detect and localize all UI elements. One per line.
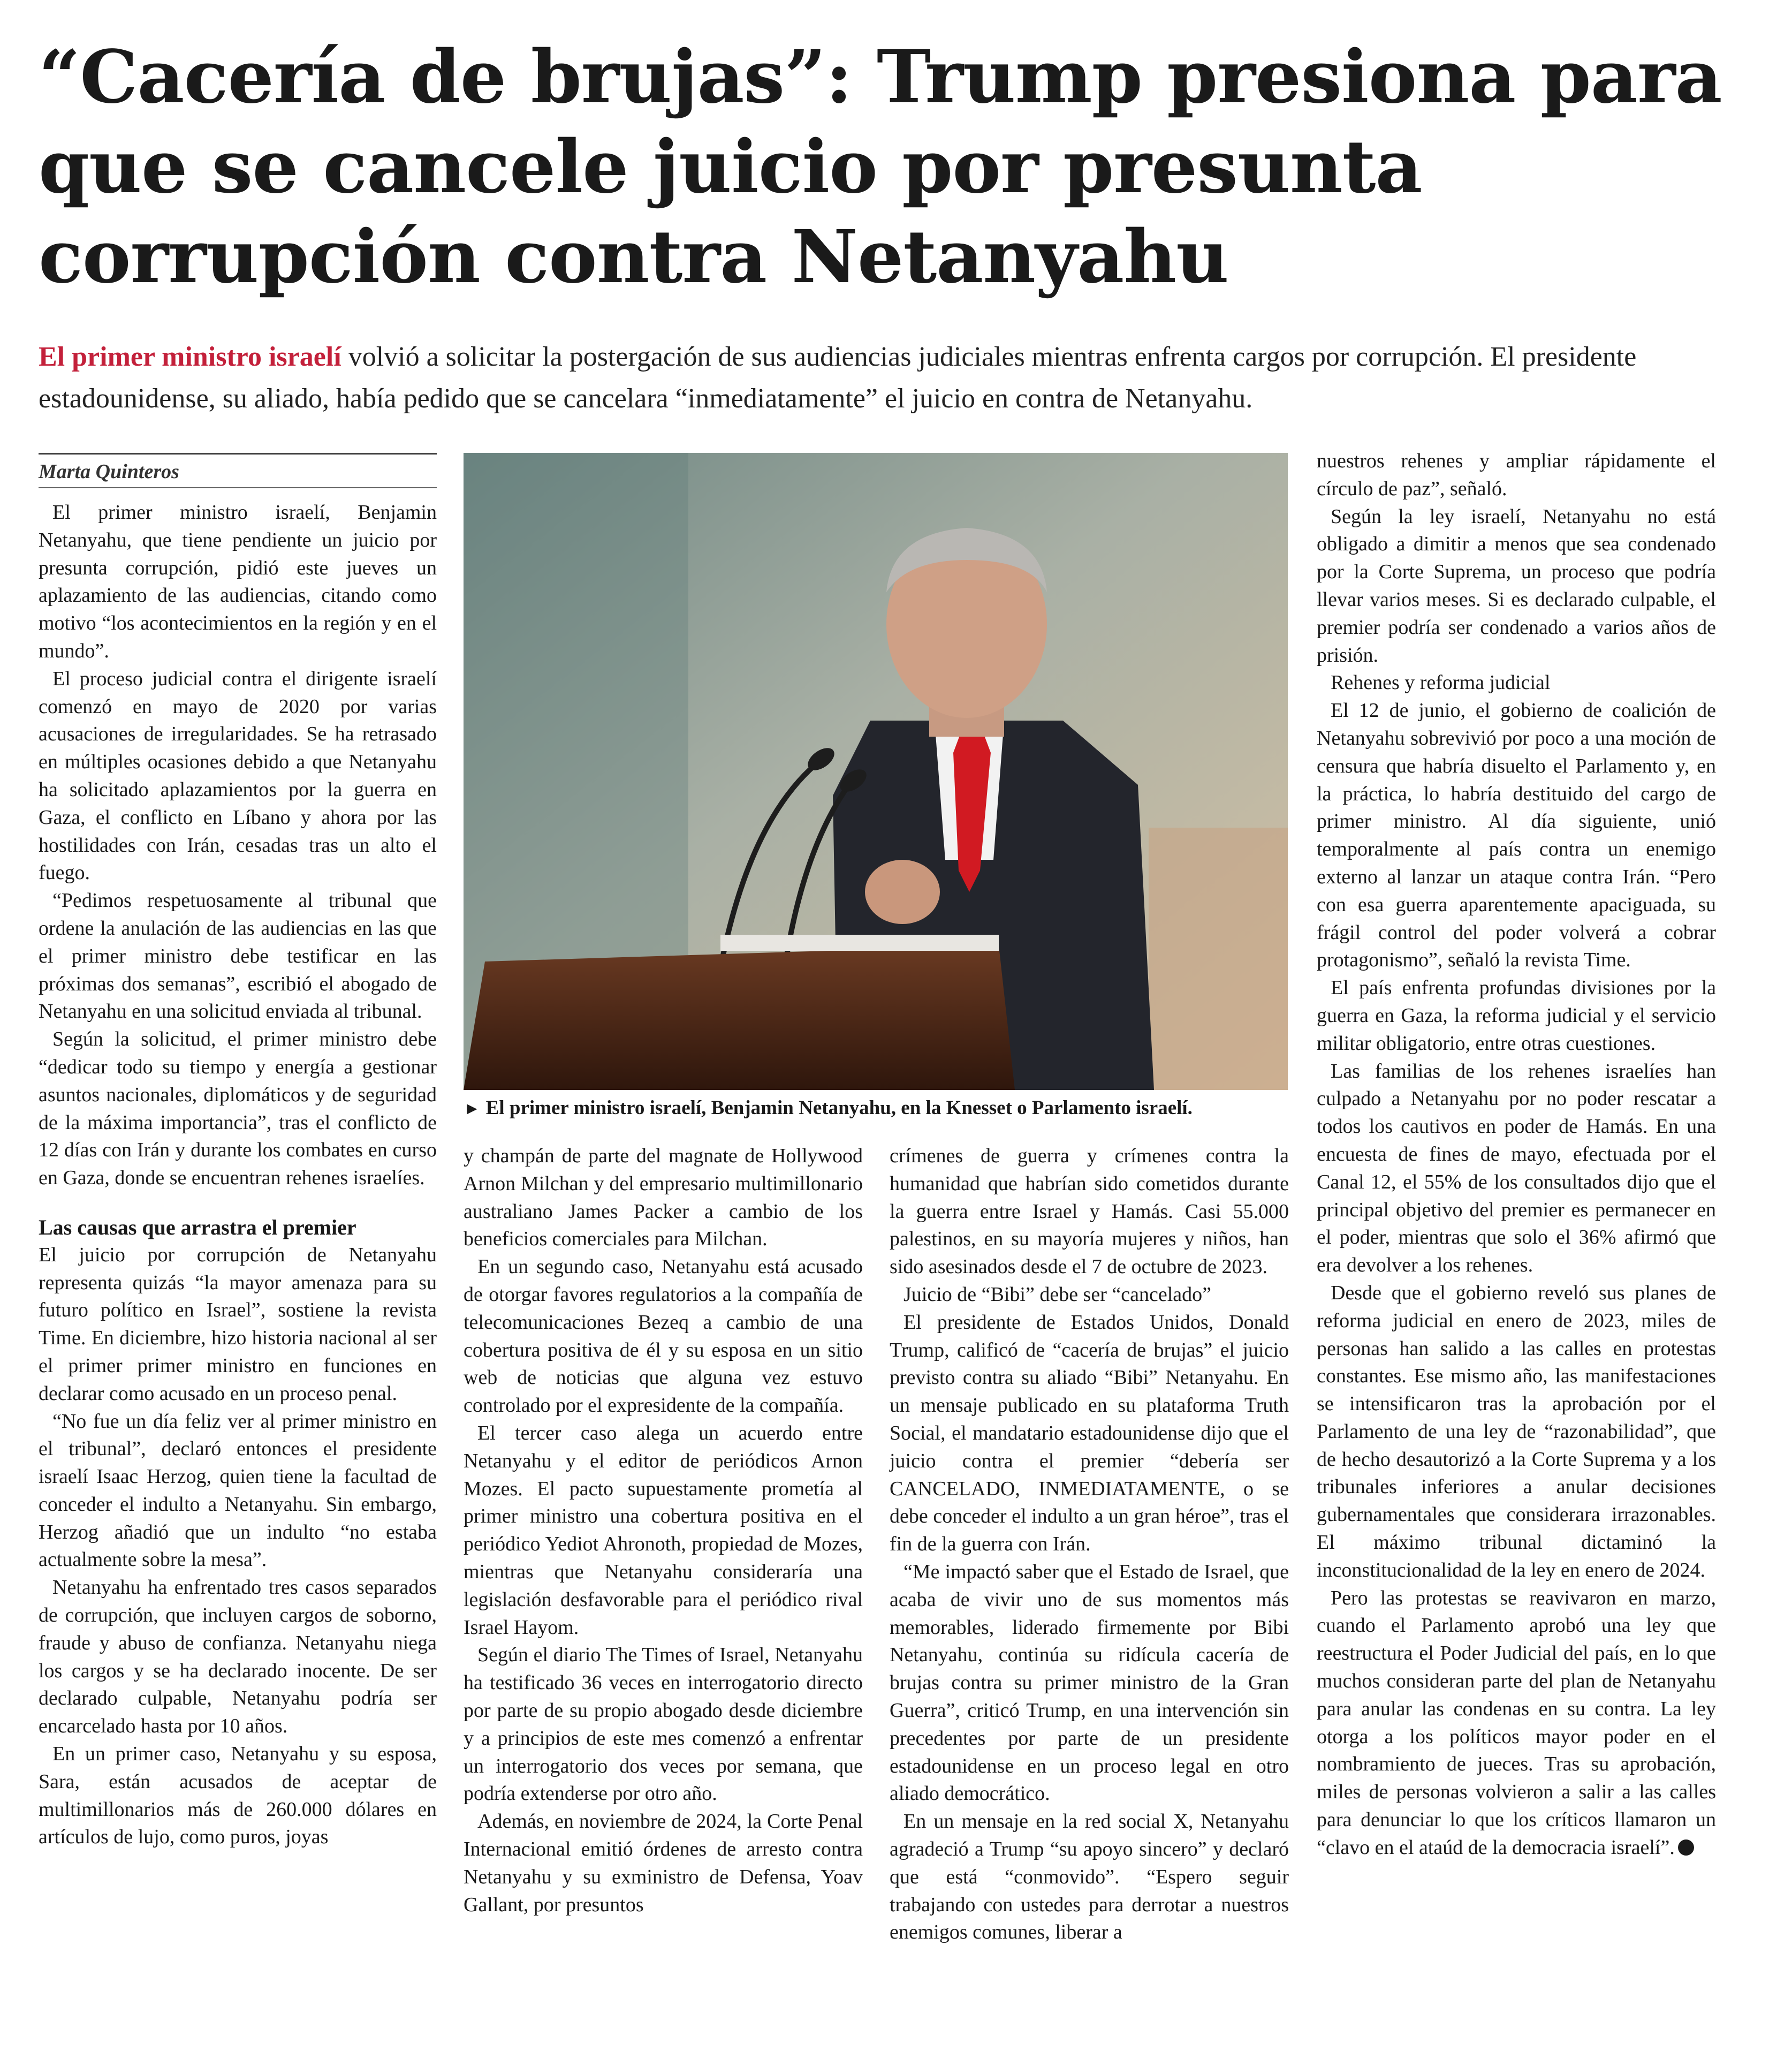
paragraph: Las familias de los rehenes israelíes han culpado a Netanyahu por no poder rescatar a todos los cautivos en poder de Hamás. En una encuesta de fines de mayo, efectuada por el Canal 12, el 55% de los consultados dijo que el principal objetivo del premier es permanecer en el poder, mientras que solo el 36% afirmó que era devolver a los rehenes. [1317,1059,1716,1277]
byline-rule-top [39,453,437,455]
paragraph: En un segundo caso, Netanyahu está acusado de otorgar favores regulatorios a la compañía de telecomunicaciones Bezeq a cambio de una cobertura positiva de él y su esposa en un sitio web de noticias que alguna vez estuvo controlado por el expresidente de la compañía. [464,1255,863,1417]
paragraph: El tercer caso alega un acuerdo entre Netanyahu y el editor de periódicos Arnon Mozes. El pacto supuestamente prometía al primer ministro una cobertura positiva en el periódico Yediot Ahronoth, propiedad de Mozes, mientras que Netanyahu consideraría una legislación desfavorable para el periódico rival Israel Hayom. [464,1421,863,1639]
subhead: Las causas que arrastra el premier [39,1215,356,1239]
photo-caption [464,1095,1288,1121]
headline: “Cacería de brujas”: Trump presiona para que se cancele juicio por presunta corrupción contra Netanyahu [39,34,1722,300]
inline-subhead: Rehenes y reforma judicial [1331,671,1551,694]
paragraph: nuestros rehenes y ampliar rápidamente el círculo de paz”, señaló. [1317,450,1716,500]
paragraph: Según la solicitud, el primer ministro debe “dedicar todo su tiempo y energía a gestionar asuntos nacionales, diplomáticos y de seguridad de la máxima importancia”, tras el conflicto de 12 días con Irán y durante los combates en curso en Gaza, donde se encuentran rehenes israelíes. [39,1028,437,1190]
paragraph: Según la ley israelí, Netanyahu no está obligado a dimitir a menos que sea condenado por la Corte Suprema, un proceso que podría llevar varios meses. Si es declarado culpable, el premier podría ser condenado a varios años de prisión. [1317,505,1716,667]
paragraph: En un primer caso, Netanyahu y su esposa, Sara, están acusados de aceptar de multimillonarios más de 260.000 dólares en artículos de lujo, como puros, joyas [39,1743,437,1849]
column-4 [1317,448,1716,1862]
column-2 [464,1142,863,1919]
end-mark-icon [1678,1840,1694,1856]
paragraph-final-text: Pero las protestas se reavivaron en marzo, cuando el Parlamento aprobó una ley que reestructura el Poder Judicial del país, en lo que muchos consideran parte del plan de Netanyahu para anular las condenas en su contra. La ley otorga a los políticos mayor poder en el nombramiento de jueces. Tras su aprobación, miles de personas volvieron a salir a las calles para denunciar lo que los críticos llamaron un “clavo en el ataúd de la democracia israelí”. [1317,1586,1716,1859]
paragraph: El presidente de Estados Unidos, Donald Trump, calificó de “cacería de brujas” el juicio previsto contra su aliado “Bibi” Netanyahu. En un mensaje publicado en su plataforma Truth Social, el mandatario estadounidense dijo que el juicio contra el premier “debería ser CANCELADO, INMEDIATAMENTE, o se debe conceder el indulto a un gran héroe”, tras el fin de la guerra con Irán. [890,1311,1289,1556]
paragraph: El 12 de junio, el gobierno de coalición de Netanyahu sobrevivió por poco a una moción de censura que habría disuelto el Parlamento y, en la práctica, lo habría destituido del cargo de primer ministro. Al día siguiente, unió temporalmente al país contra un enemigo externo al lanzar un ataque contra Irán. “Pero con esa guerra aparentemente apaciguada, su frágil control del poder volverá a cobrar protagonismo”, señaló la revista Time. [1317,699,1716,972]
caption-text: El primer ministro israelí, Benjamin Netanyahu, en la Knesset o Parlamento israelí. [485,1097,1193,1119]
deck [39,336,1762,420]
column-3 [890,1142,1289,1947]
column-1 [39,499,437,1851]
paragraph: crímenes de guerra y crímenes contra la humanidad que habrían sido cometidos durante la guerra entre Israel y Hamás. Casi 55.000 palestinos, en su mayoría mujeres y niños, han sido asesinados desde el 7 de octubre de 2023. [890,1145,1289,1278]
paragraph: Además, en noviembre de 2024, la Corte Penal Internacional emitió órdenes de arresto contra Netanyahu y su exministro de Defensa, Yoav Gallant, por presuntos [464,1810,863,1916]
article-photo [464,453,1288,1090]
paragraph: “Pedimos respetuosamente al tribunal que ordene la anulación de las audiencias en las que el primer ministro debe testificar en las próximas dos semanas”, escribió el abogado de Netanyahu en una solicitud enviada al tribunal. [39,889,437,1023]
paragraph: “No fue un día feliz ver al primer ministro en el tribunal”, declaró entonces el presidente israelí Isaac Herzog, quien tiene la facultad de conceder el indulto a Netanyahu. Sin embargo, Herzog añadió que un indulto “no estaba actualmente sobre la mesa”. [39,1410,437,1571]
paragraph-final [1317,1585,1716,1862]
byline-rule-bottom [39,487,437,488]
inline-subhead: Juicio de “Bibi” debe ser “cancelado” [903,1283,1211,1306]
paragraph: “Me impactó saber que el Estado de Israel, que acaba de vivir uno de sus momentos más memorables, liderado firmemente por Bibi Netanyahu, continúa su ridícula cacería de brujas contra su primer ministro de la Gran Guerra”, criticó Trump, en una intervención sin precedentes por parte de un presidente estadounidense en un proceso legal en otro aliado democrático. [890,1560,1289,1805]
paragraph: El juicio por corrupción de Netanyahu representa quizás “la mayor amenaza para su futuro político en Israel”, sostiene la revista Time. En diciembre, hizo historia nacional al ser el primer primer ministro en funciones en declarar como acusado en un proceso penal. [39,1243,437,1405]
byline: Marta Quinteros [39,460,179,483]
caption-arrow-icon: ► [464,1099,481,1118]
paragraph: El primer ministro israelí, Benjamin Netanyahu, que tiene pendiente un juicio por presunta corrupción, pidió este jueves un aplazamiento de las audiencias, citando como motivo “los acontecimientos en la región y en el mundo”. [39,501,437,662]
paragraph: y champán de parte del magnate de Hollywood Arnon Milchan y del empresario multimillonario australiano James Packer a cambio de los beneficios comerciales para Milchan. [464,1145,863,1251]
paragraph: El país enfrenta profundas divisiones por la guerra en Gaza, la reforma judicial y el servicio militar obligatorio, entre otras cuestiones. [1317,976,1716,1055]
paragraph: Netanyahu ha enfrentado tres casos separados de corrupción, que incluyen cargos de soborno, fraude y abuso de confianza. Netanyahu niega los cargos y se ha declarado inocente. De ser declarado culpable, Netanyahu podría ser encarcelado hasta por 10 años. [39,1576,437,1738]
paragraph: En un mensaje en la red social X, Netanyahu agradeció a Trump “su apoyo sincero” y declaró que está “conmovido”. “Espero seguir trabajando con ustedes para derrotar a nuestros enemigos comunes, liberar a [890,1810,1289,1944]
paragraph: Según el diario The Times of Israel, Netanyahu ha testificado 36 veces en interrogatorio directo por parte de su propio abogado desde diciembre y a principios de este mes comenzó a enfrentar un interrogatorio dos veces por semana, que podría extenderse por otro año. [464,1644,863,1805]
paragraph: Desde que el gobierno reveló sus planes de reforma judicial en enero de 2023, miles de personas han salido a las calles en protestas constantes. Ese mismo año, las manifestaciones se intensificaron tras la aprobación por el Parlamento de una ley de “razonabilidad”, que de hecho desautorizó a la Corte Suprema y a los tribunales inferiores a anular decisiones gubernamentales que considerara irrazonables. El máximo tribunal dictaminó la inconstitucionalidad de la ley en enero de 2024. [1317,1281,1716,1581]
deck-text: volvió a solicitar la postergación de sus audiencias judiciales mientras enfrenta cargos por corrupción. El presidente estadounidense, su aliado, había pedido que se cancelara “inmediatamente” el juicio en contra de Netanyahu. [39,342,1637,414]
deck-lead: El primer ministro israelí [39,342,341,372]
paragraph: El proceso judicial contra el dirigente israelí comenzó en mayo de 2020 por varias acusaciones de irregularidades. Se ha retrasado en múltiples ocasiones debido a que Netanyahu ha solicitado aplazamientos por la guerra en Gaza, el conflicto en Líbano y ahora por las hostilidades con Irán, cesadas tras un alto el fuego. [39,667,437,884]
photo-illustration [464,453,1288,1090]
